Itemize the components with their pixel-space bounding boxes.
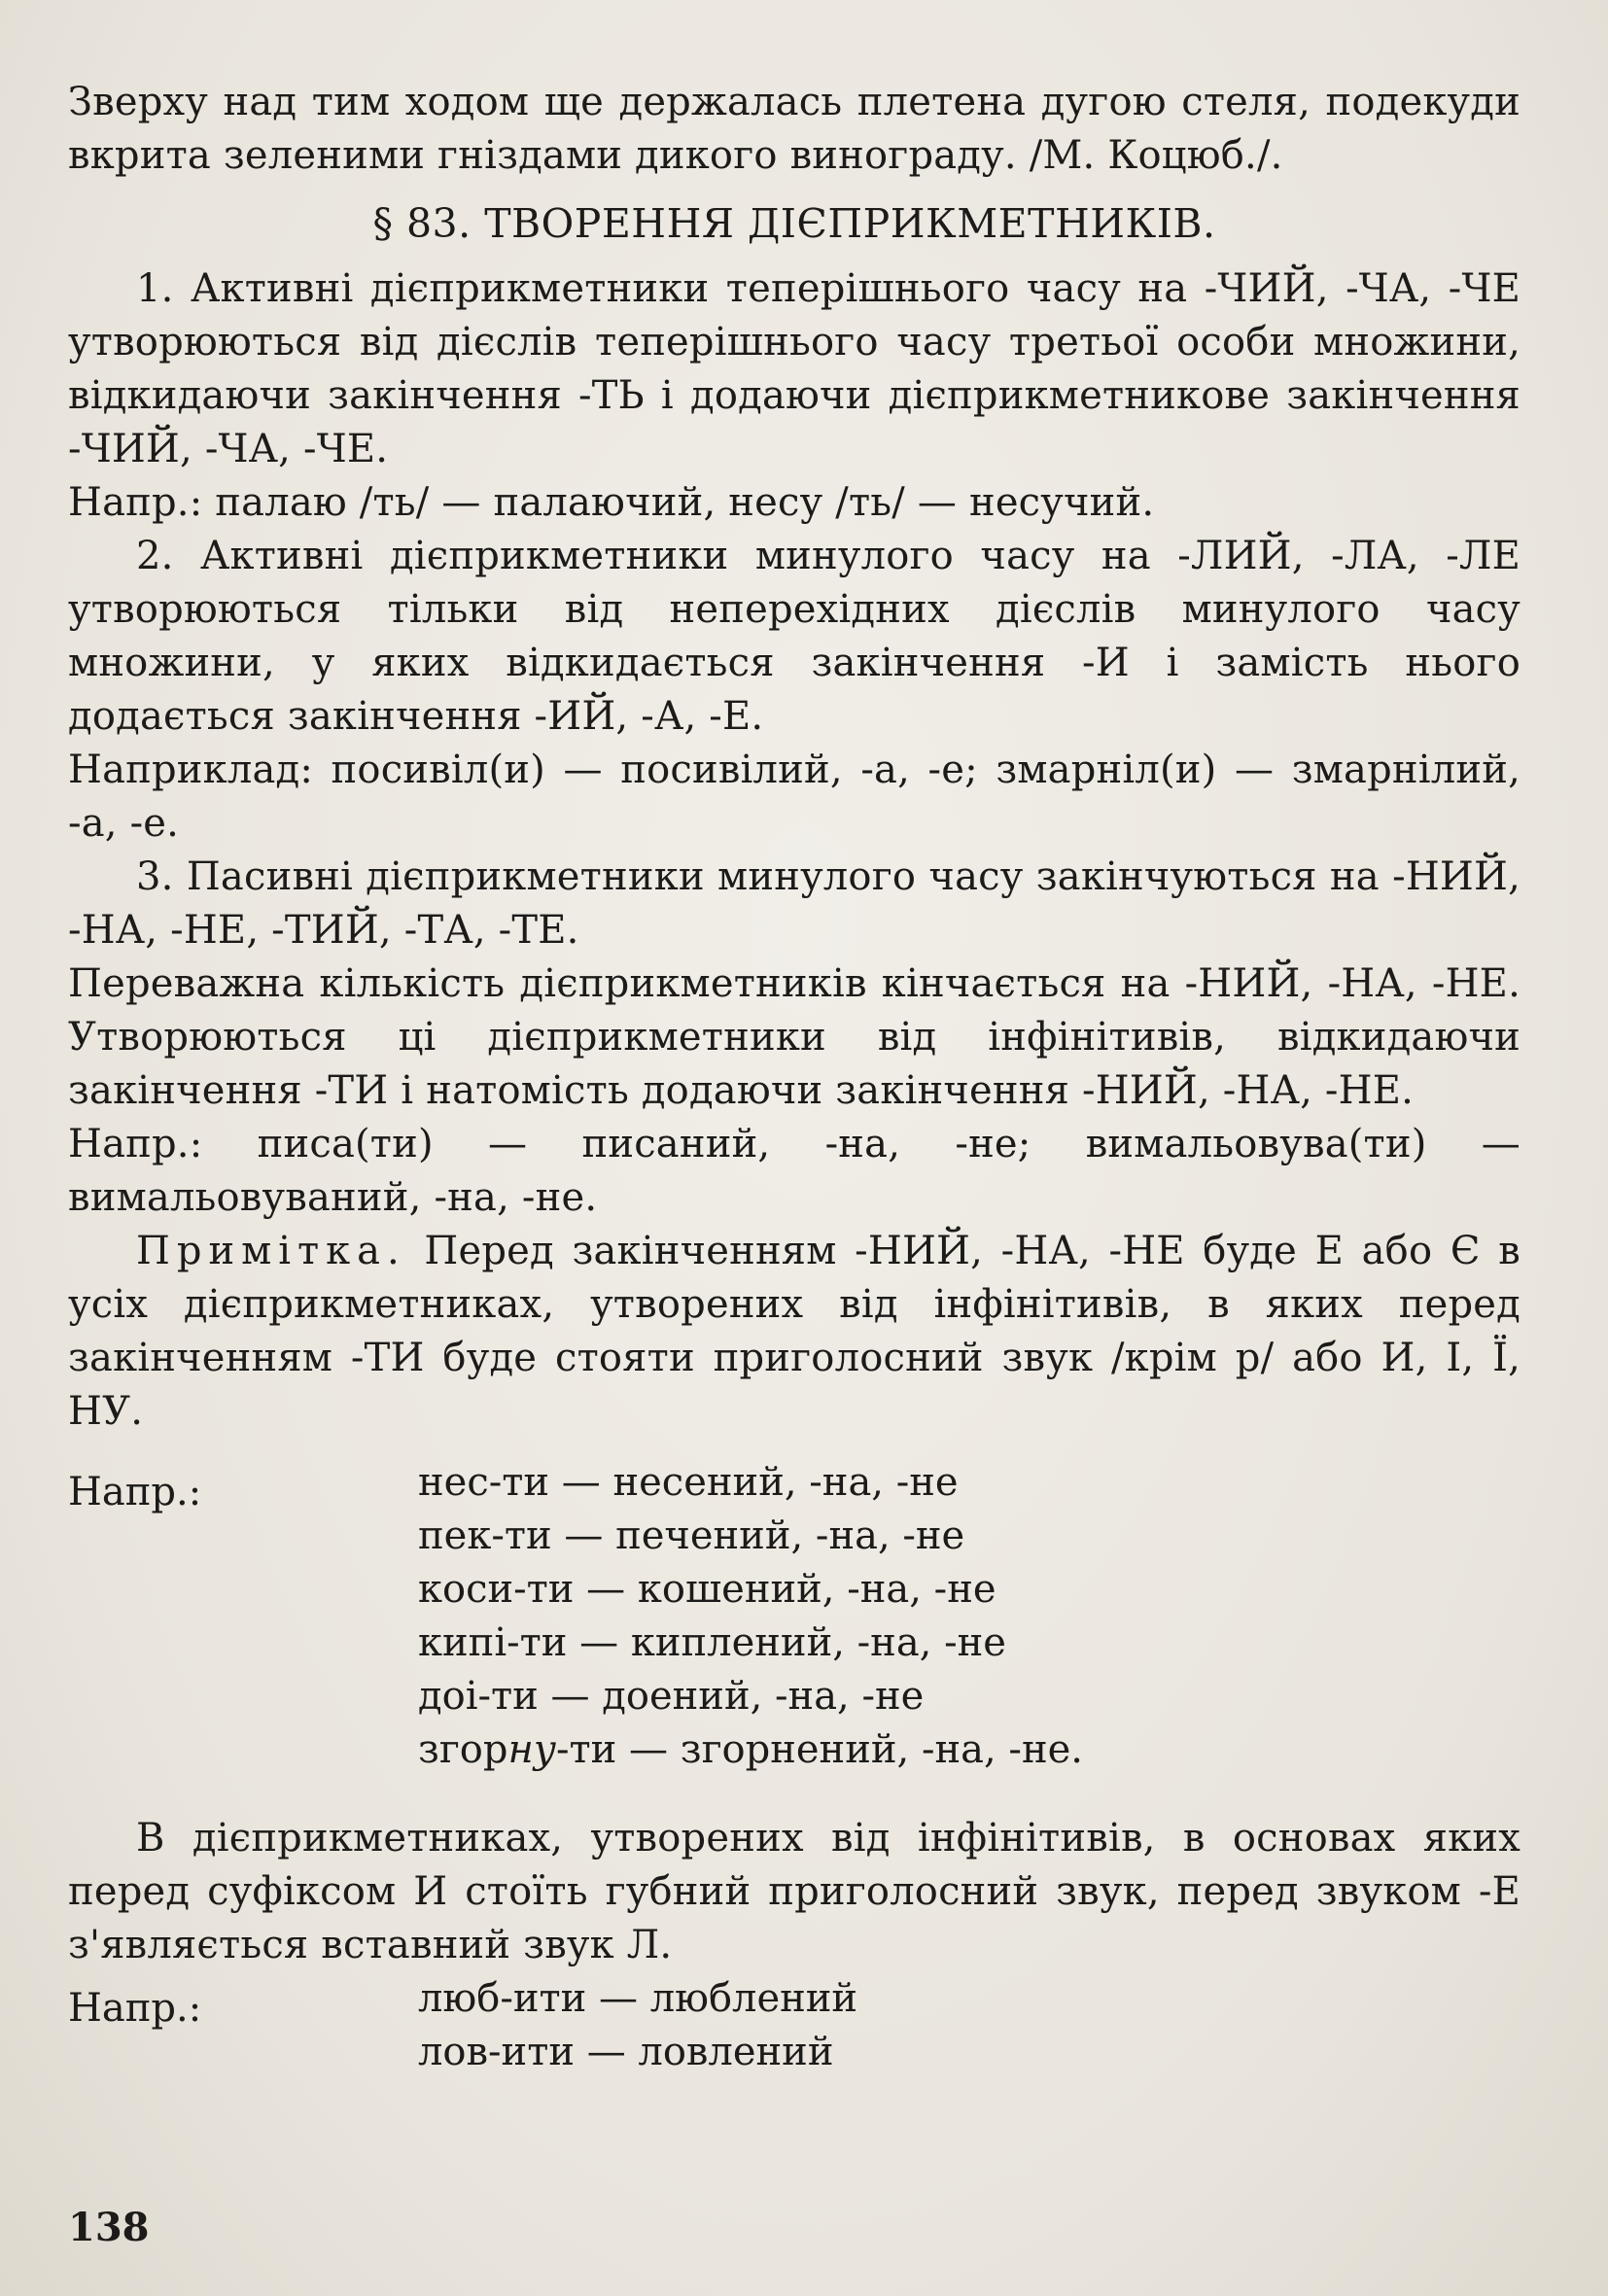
examples-block-1 xyxy=(68,1456,1521,1777)
note-paragraph xyxy=(68,1225,1521,1439)
example-item: люб-ити — люблений xyxy=(418,1976,858,2021)
example-item: пек-ти — печений, -на, -не xyxy=(418,1513,965,1558)
example-item: кипі-ти — киплений, -на, -не xyxy=(418,1620,1006,1665)
rule-2-example: Наприклад: посивіл(и) — посивілий, -а, -е; змарніл(и) — змарнілий, -а, -е. xyxy=(68,748,1521,846)
italic-suffix: ну xyxy=(507,1727,557,1772)
rule-1-example: Напр.: палаю /ть/ — палаючий, несу /ть/ — несучий. xyxy=(68,480,1155,525)
example-item: нес-ти — несений, -на, -не xyxy=(418,1460,959,1505)
intro-paragraph: Зверху над тим ходом ще держалась плетена дугою стеля, подекуди вкрита зеленими гніздами дикого винограду. /М. Коцюб./. xyxy=(68,80,1521,178)
examples-1-list xyxy=(418,1456,1521,1777)
rule-3-text: 3. Пасивні дієприкметники минулого часу закінчуються на -НИЙ, -НА, -НЕ, -ТИЙ, -ТА, -ТЕ. xyxy=(68,854,1521,953)
rule-3-detail: Переважна кількість дієприкметників кінчається на -НИЙ, -НА, -НЕ. Утворюються ці дієприкметники від інфінітивів, відкидаючи закінчення -ТИ і натомість додаючи закінчення -НИЙ, -НА, -НЕ. xyxy=(68,961,1521,1113)
examples-1-label: Напр.: xyxy=(68,1470,202,1514)
rule-2-text: 2. Активні дієприкметники минулого часу на -ЛИЙ, -ЛА, -ЛЕ утворюються тільки від неперехідних дієслів минулого часу множини, у яких відкидається закінчення -И і замість нього додається закінчення -ИЙ, -А, -Е. xyxy=(68,534,1521,739)
examples-block-2 xyxy=(68,1972,1521,2079)
note-text: Перед закінченням -НИЙ, -НА, -НЕ буде Е або Є в усіх дієприкметниках, утворених від інфінітивів, в яких перед закінченням -ТИ буде стояти приголосний звук /крім р/ або И, І, Ї, НУ. xyxy=(68,1229,1521,1434)
example-item-last: згорну-ти — згорнений, -на, -не. xyxy=(418,1727,1083,1772)
section-heading: § 83. ТВОРЕННЯ ДІЄПРИКМЕТНИКІВ. xyxy=(372,200,1216,247)
rule-3-example: Напр.: писа(ти) — писаний, -на, -не; вимальовува(ти) — вимальовуваний, -на, -не. xyxy=(68,1122,1521,1220)
example-item: коси-ти — кошений, -на, -не xyxy=(418,1567,996,1612)
examples-2-list xyxy=(418,1972,1521,2079)
labial-paragraph: В дієприкметниках, утворених від інфінітивів, в основах яких перед суфіксом И стоїть губний приголосний звук, перед звуком -Е з'являється вставний звук Л. xyxy=(68,1816,1521,1967)
page-number: 138 xyxy=(68,2205,150,2250)
example-item: лов-ити — ловлений xyxy=(418,2030,834,2074)
examples-2-label: Напр.: xyxy=(68,1986,202,2031)
note-label: Примітка. xyxy=(136,1229,406,1273)
rule-1-text: 1. Активні дієприкметники теперішнього часу на -ЧИЙ, -ЧА, -ЧЕ утворюються від дієслів теперішнього часу третьої особи множини, відкидаючи закінчення -ТЬ і додаючи дієприкметникове закінчення -ЧИЙ, -ЧА, -ЧЕ. xyxy=(68,266,1521,471)
example-item: доі-ти — доений, -на, -не xyxy=(418,1674,925,1719)
